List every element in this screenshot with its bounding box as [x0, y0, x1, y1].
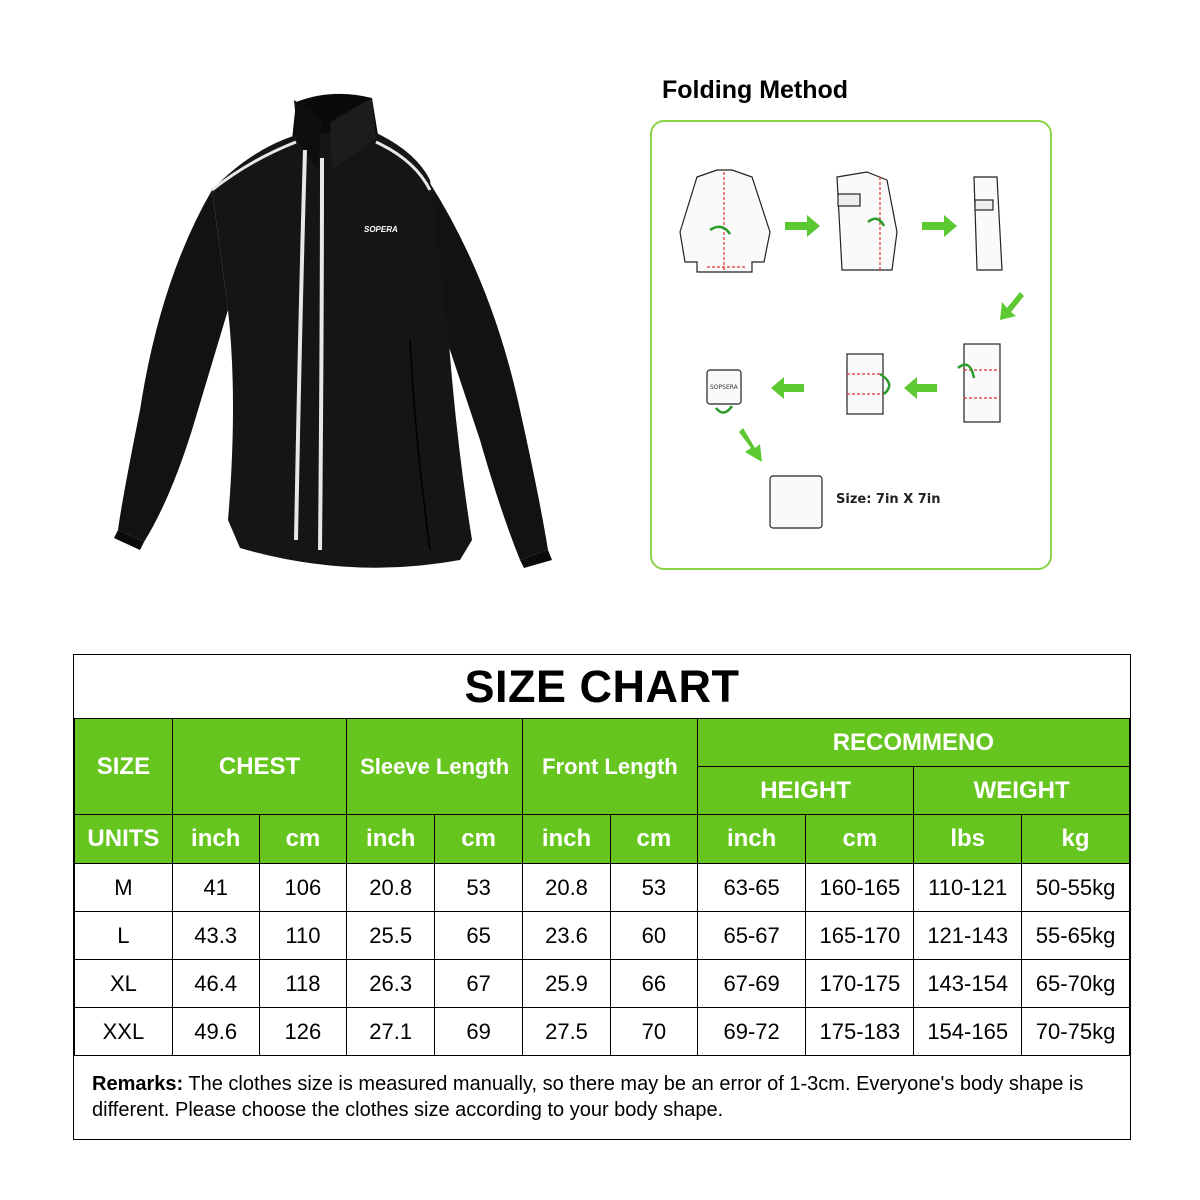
- table-cell: 50-55kg: [1022, 864, 1130, 912]
- table-cell: 65-67: [697, 912, 806, 960]
- table-cell: 70: [610, 1008, 697, 1056]
- table-cell: 110: [259, 912, 347, 960]
- table-cell: 70-75kg: [1022, 1008, 1130, 1056]
- table-cell: 69: [435, 1008, 523, 1056]
- table-cell: 66: [610, 960, 697, 1008]
- table-cell: 55-65kg: [1022, 912, 1130, 960]
- size-chart: [73, 654, 1131, 1140]
- unit-cell: cm: [259, 815, 347, 864]
- table-cell: 175-183: [806, 1008, 914, 1056]
- header-recommend: RECOMMENO: [697, 719, 1129, 767]
- table-cell: 143-154: [914, 960, 1022, 1008]
- table-cell: 53: [435, 864, 523, 912]
- table-cell: 41: [172, 864, 259, 912]
- fold-brand-tag: SOPSERA: [710, 384, 738, 391]
- unit-cell: inch: [172, 815, 259, 864]
- unit-cell: inch: [697, 815, 806, 864]
- table-row: [75, 1008, 1130, 1056]
- folding-method-panel: [650, 120, 1052, 570]
- table-cell: 170-175: [806, 960, 914, 1008]
- table-cell: 23.6: [523, 912, 611, 960]
- remarks-text: The clothes size is measured manually, so there may be an error of 1-3cm. Everyone's body shape is different. Please choose the clothes size according to your body shape.: [92, 1073, 1084, 1121]
- unit-cell: cm: [435, 815, 523, 864]
- remarks: [92, 1071, 1107, 1123]
- table-cell: 106: [259, 864, 347, 912]
- table-cell: 25.9: [523, 960, 611, 1008]
- table-cell: 27.1: [347, 1008, 435, 1056]
- table-cell: 63-65: [697, 864, 806, 912]
- table-cell: 27.5: [523, 1008, 611, 1056]
- table-row: [75, 960, 1130, 1008]
- header-weight: WEIGHT: [914, 767, 1130, 815]
- table-cell: 60: [610, 912, 697, 960]
- remarks-label: Remarks:: [92, 1073, 184, 1095]
- table-cell: XL: [75, 960, 173, 1008]
- unit-cell: UNITS: [75, 815, 173, 864]
- table-cell: 126: [259, 1008, 347, 1056]
- table-cell: 154-165: [914, 1008, 1022, 1056]
- table-cell: M: [75, 864, 173, 912]
- table-cell: 20.8: [347, 864, 435, 912]
- table-cell: 160-165: [806, 864, 914, 912]
- table-cell: 46.4: [172, 960, 259, 1008]
- table-cell: XXL: [75, 1008, 173, 1056]
- header-chest: CHEST: [172, 719, 346, 815]
- table-cell: 69-72: [697, 1008, 806, 1056]
- table-cell: 67: [435, 960, 523, 1008]
- table-cell: 53: [610, 864, 697, 912]
- table-cell: 121-143: [914, 912, 1022, 960]
- table-cell: 65: [435, 912, 523, 960]
- table-cell: 43.3: [172, 912, 259, 960]
- folding-method-title: Folding Method: [662, 76, 849, 104]
- table-cell: 20.8: [523, 864, 611, 912]
- header-height: HEIGHT: [697, 767, 913, 815]
- unit-cell: cm: [610, 815, 697, 864]
- table-row: [75, 912, 1130, 960]
- table-cell: L: [75, 912, 173, 960]
- table-row: [75, 864, 1130, 912]
- table-cell: 118: [259, 960, 347, 1008]
- header-sleeve-length: Sleeve Length: [347, 719, 523, 815]
- header-size: SIZE: [75, 719, 173, 815]
- unit-cell: inch: [523, 815, 611, 864]
- table-cell: 25.5: [347, 912, 435, 960]
- table-cell: 49.6: [172, 1008, 259, 1056]
- jacket-logo: SOPERA: [364, 225, 398, 234]
- table-cell: 165-170: [806, 912, 914, 960]
- header-front-length: Front Length: [523, 719, 698, 815]
- units-row: [75, 815, 1130, 864]
- jacket-image: [100, 80, 560, 580]
- table-cell: 67-69: [697, 960, 806, 1008]
- size-chart-table: [74, 718, 1130, 1056]
- unit-cell: cm: [806, 815, 914, 864]
- unit-cell: kg: [1022, 815, 1130, 864]
- unit-cell: lbs: [914, 815, 1022, 864]
- folded-size-note: Size: 7in X 7in: [836, 492, 941, 507]
- table-cell: 26.3: [347, 960, 435, 1008]
- table-cell: 110-121: [914, 864, 1022, 912]
- table-cell: 65-70kg: [1022, 960, 1130, 1008]
- unit-cell: inch: [347, 815, 435, 864]
- size-chart-title: SIZE CHART: [464, 660, 740, 712]
